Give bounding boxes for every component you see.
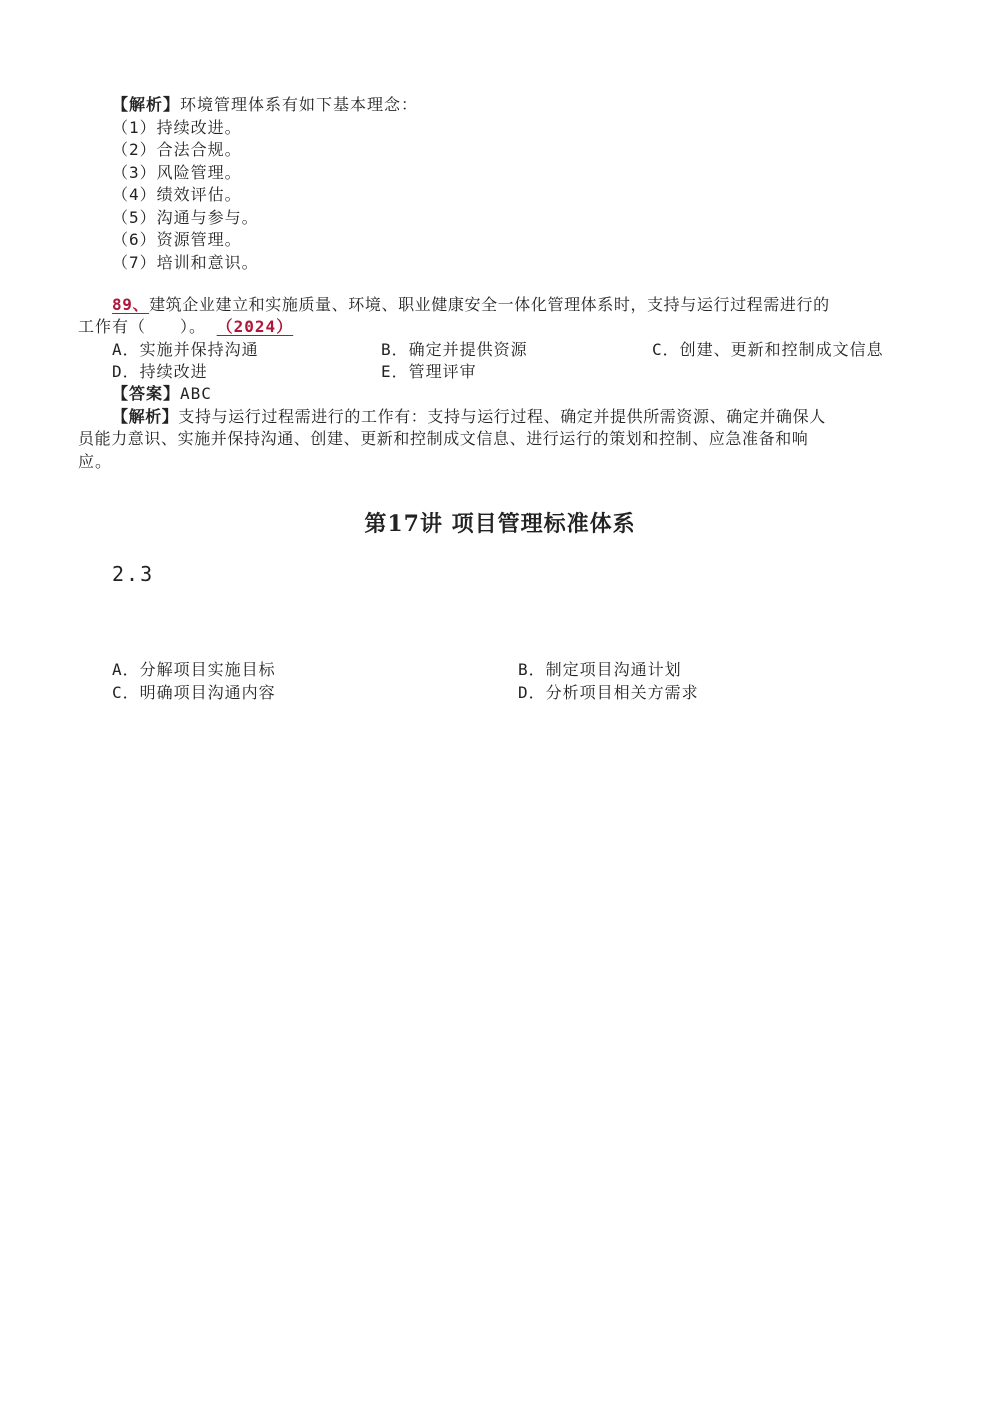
analysis-line bbox=[112, 94, 418, 116]
analysis-item: （4）绩效评估。 bbox=[112, 185, 242, 204]
analysis-line bbox=[112, 406, 826, 428]
analysis-label: 【解析】 bbox=[112, 95, 181, 114]
analysis-text-3: 应。 bbox=[78, 452, 113, 471]
option-b: B．制定项目沟通计划 bbox=[518, 660, 682, 679]
answer-value: ABC bbox=[180, 384, 212, 403]
question-stem-line2: 工作有（ ）。 bbox=[78, 317, 207, 336]
analysis-intro: 环境管理体系有如下基本理念： bbox=[180, 95, 419, 114]
analysis-item: （7）培训和意识。 bbox=[112, 253, 259, 272]
option-d: D．分析项目相关方需求 bbox=[518, 683, 699, 702]
option-c: C．明确项目沟通内容 bbox=[112, 683, 276, 702]
option-d: D．持续改进 bbox=[112, 362, 208, 381]
question-stem-line1: 建筑企业建立和实施质量、环境、职业健康安全一体化管理体系时，支持与运行过程需进行的 bbox=[149, 295, 830, 314]
section-number: 2.3 bbox=[112, 562, 155, 586]
question-stem bbox=[112, 294, 830, 316]
answer-label: 【答案】 bbox=[112, 384, 181, 403]
option-b: B．确定并提供资源 bbox=[381, 340, 528, 359]
question-stem-line2-row bbox=[78, 316, 293, 338]
analysis-label: 【解析】 bbox=[112, 407, 179, 426]
option-a: A．实施并保持沟通 bbox=[112, 340, 259, 359]
option-a: A．分解项目实施目标 bbox=[112, 660, 276, 679]
analysis-item: （5）沟通与参与。 bbox=[112, 208, 259, 227]
option-c: C．创建、更新和控制成文信息 bbox=[652, 340, 884, 359]
analysis-item: （3）风险管理。 bbox=[112, 163, 242, 182]
option-e: E．管理评审 bbox=[381, 362, 477, 381]
question-year: （2024） bbox=[216, 317, 294, 336]
analysis-text-2: 员能力意识、实施并保持沟通、创建、更新和控制成文信息、进行运行的策划和控制、应急准备和响 bbox=[78, 429, 809, 448]
analysis-item: （1）持续改进。 bbox=[112, 118, 242, 137]
lecture-title: 第17讲 项目管理标准体系 bbox=[364, 511, 636, 537]
analysis-text-1: 支持与运行过程需进行的工作有：支持与运行过程、确定并提供所需资源、确定并确保人 bbox=[178, 407, 826, 426]
answer-line bbox=[112, 383, 212, 405]
question-number: 89、 bbox=[112, 295, 150, 314]
analysis-item: （6）资源管理。 bbox=[112, 230, 242, 249]
analysis-item: （2）合法合规。 bbox=[112, 140, 242, 159]
